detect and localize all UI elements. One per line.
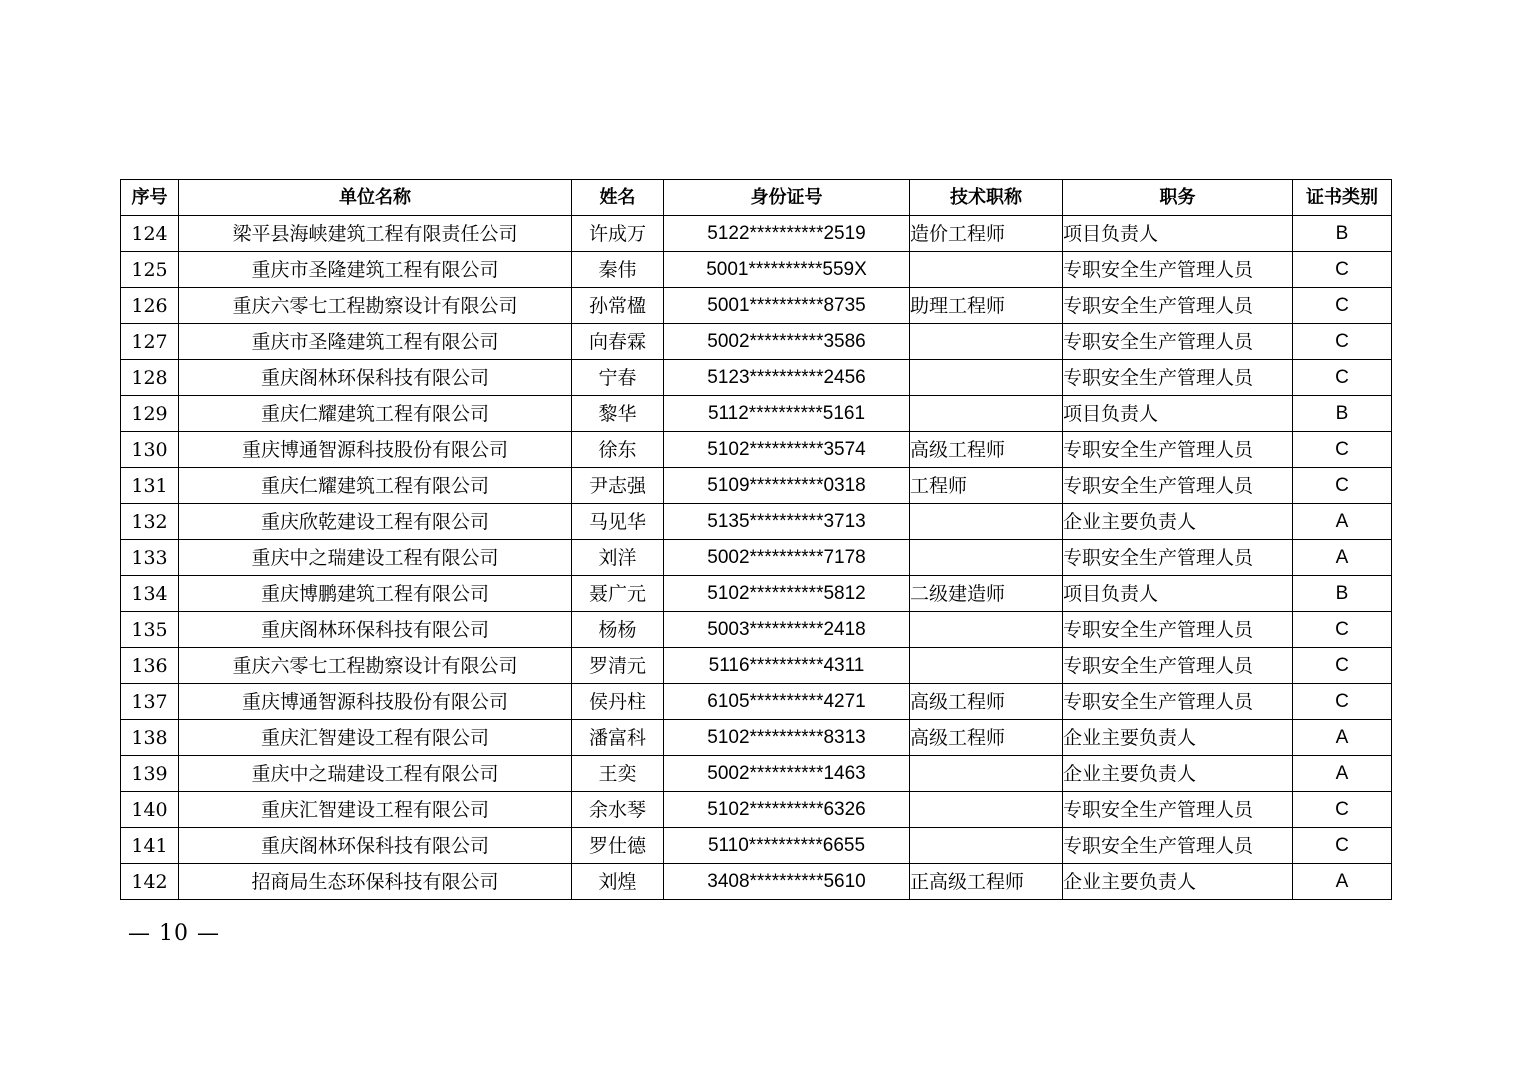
cell-person-name: 罗清元 xyxy=(572,648,664,684)
cell-position: 企业主要负责人 xyxy=(1063,864,1293,900)
cell-unit-name: 重庆六零七工程勘察设计有限公司 xyxy=(179,648,572,684)
table-body xyxy=(121,216,1392,900)
header-technical-title: 技术职称 xyxy=(910,180,1063,216)
cell-technical-title: 二级建造师 xyxy=(910,576,1063,612)
cell-person-name: 刘洋 xyxy=(572,540,664,576)
header-person-name: 姓名 xyxy=(572,180,664,216)
cell-serial-number: 141 xyxy=(121,828,179,864)
cell-position: 专职安全生产管理人员 xyxy=(1063,828,1293,864)
cell-serial-number: 125 xyxy=(121,252,179,288)
table-row xyxy=(121,360,1392,396)
cell-id-number: 5002**********7178 xyxy=(664,540,910,576)
cell-technical-title xyxy=(910,540,1063,576)
cell-technical-title xyxy=(910,396,1063,432)
cell-unit-name: 梁平县海峡建筑工程有限责任公司 xyxy=(179,216,572,252)
cell-unit-name: 重庆博通智源科技股份有限公司 xyxy=(179,432,572,468)
cell-position: 专职安全生产管理人员 xyxy=(1063,684,1293,720)
cell-person-name: 向春霖 xyxy=(572,324,664,360)
cell-certificate-type: C xyxy=(1293,360,1392,396)
table-row xyxy=(121,252,1392,288)
cell-technical-title: 助理工程师 xyxy=(910,288,1063,324)
cell-position: 专职安全生产管理人员 xyxy=(1063,360,1293,396)
cell-unit-name: 重庆市圣隆建筑工程有限公司 xyxy=(179,252,572,288)
cell-position: 专职安全生产管理人员 xyxy=(1063,252,1293,288)
cell-certificate-type: C xyxy=(1293,468,1392,504)
cell-unit-name: 重庆中之瑞建设工程有限公司 xyxy=(179,540,572,576)
cell-technical-title: 造价工程师 xyxy=(910,216,1063,252)
cell-id-number: 5102**********8313 xyxy=(664,720,910,756)
cell-certificate-type: C xyxy=(1293,288,1392,324)
personnel-table-container xyxy=(120,179,1391,900)
cell-technical-title xyxy=(910,360,1063,396)
cell-certificate-type: A xyxy=(1293,864,1392,900)
header-position: 职务 xyxy=(1063,180,1293,216)
cell-certificate-type: C xyxy=(1293,432,1392,468)
cell-unit-name: 重庆阁林环保科技有限公司 xyxy=(179,360,572,396)
cell-position: 专职安全生产管理人员 xyxy=(1063,540,1293,576)
header-id-number: 身份证号 xyxy=(664,180,910,216)
cell-serial-number: 140 xyxy=(121,792,179,828)
cell-person-name: 余水琴 xyxy=(572,792,664,828)
cell-person-name: 尹志强 xyxy=(572,468,664,504)
cell-certificate-type: A xyxy=(1293,720,1392,756)
cell-certificate-type: C xyxy=(1293,684,1392,720)
cell-id-number: 5112**********5161 xyxy=(664,396,910,432)
cell-person-name: 许成万 xyxy=(572,216,664,252)
cell-technical-title xyxy=(910,324,1063,360)
cell-certificate-type: A xyxy=(1293,504,1392,540)
cell-unit-name: 重庆中之瑞建设工程有限公司 xyxy=(179,756,572,792)
table-row xyxy=(121,648,1392,684)
table-row xyxy=(121,504,1392,540)
table-row xyxy=(121,720,1392,756)
cell-person-name: 杨杨 xyxy=(572,612,664,648)
cell-serial-number: 130 xyxy=(121,432,179,468)
personnel-table xyxy=(120,179,1392,900)
page-number: — 10 — xyxy=(128,921,220,946)
cell-id-number: 5116**********4311 xyxy=(664,648,910,684)
cell-unit-name: 重庆市圣隆建筑工程有限公司 xyxy=(179,324,572,360)
cell-id-number: 5001**********559X xyxy=(664,252,910,288)
table-row xyxy=(121,324,1392,360)
cell-certificate-type: C xyxy=(1293,828,1392,864)
cell-unit-name: 招商局生态环保科技有限公司 xyxy=(179,864,572,900)
cell-certificate-type: C xyxy=(1293,252,1392,288)
cell-id-number: 5110**********6655 xyxy=(664,828,910,864)
cell-position: 专职安全生产管理人员 xyxy=(1063,288,1293,324)
cell-person-name: 黎华 xyxy=(572,396,664,432)
cell-position: 项目负责人 xyxy=(1063,396,1293,432)
cell-id-number: 5109**********0318 xyxy=(664,468,910,504)
table-row xyxy=(121,288,1392,324)
cell-certificate-type: A xyxy=(1293,756,1392,792)
cell-id-number: 5102**********3574 xyxy=(664,432,910,468)
cell-unit-name: 重庆博鹏建筑工程有限公司 xyxy=(179,576,572,612)
cell-serial-number: 133 xyxy=(121,540,179,576)
cell-id-number: 5003**********2418 xyxy=(664,612,910,648)
cell-person-name: 罗仕德 xyxy=(572,828,664,864)
cell-serial-number: 132 xyxy=(121,504,179,540)
cell-serial-number: 139 xyxy=(121,756,179,792)
cell-id-number: 5102**********5812 xyxy=(664,576,910,612)
cell-position: 专职安全生产管理人员 xyxy=(1063,792,1293,828)
cell-position: 专职安全生产管理人员 xyxy=(1063,324,1293,360)
cell-certificate-type: A xyxy=(1293,540,1392,576)
table-row xyxy=(121,432,1392,468)
header-unit-name: 单位名称 xyxy=(179,180,572,216)
cell-id-number: 5001**********8735 xyxy=(664,288,910,324)
cell-certificate-type: C xyxy=(1293,612,1392,648)
table-row xyxy=(121,792,1392,828)
table-header-row xyxy=(121,180,1392,216)
cell-unit-name: 重庆阁林环保科技有限公司 xyxy=(179,828,572,864)
cell-technical-title: 正高级工程师 xyxy=(910,864,1063,900)
cell-technical-title xyxy=(910,252,1063,288)
cell-person-name: 侯丹柱 xyxy=(572,684,664,720)
table-row xyxy=(121,828,1392,864)
cell-serial-number: 129 xyxy=(121,396,179,432)
cell-unit-name: 重庆阁林环保科技有限公司 xyxy=(179,612,572,648)
cell-id-number: 5002**********1463 xyxy=(664,756,910,792)
cell-id-number: 5002**********3586 xyxy=(664,324,910,360)
cell-position: 企业主要负责人 xyxy=(1063,756,1293,792)
cell-technical-title: 高级工程师 xyxy=(910,684,1063,720)
cell-position: 专职安全生产管理人员 xyxy=(1063,612,1293,648)
cell-person-name: 孙常楹 xyxy=(572,288,664,324)
table-row xyxy=(121,684,1392,720)
cell-position: 专职安全生产管理人员 xyxy=(1063,432,1293,468)
table-row xyxy=(121,756,1392,792)
cell-person-name: 秦伟 xyxy=(572,252,664,288)
table-row xyxy=(121,216,1392,252)
cell-technical-title xyxy=(910,648,1063,684)
cell-unit-name: 重庆欣乾建设工程有限公司 xyxy=(179,504,572,540)
cell-serial-number: 134 xyxy=(121,576,179,612)
cell-serial-number: 124 xyxy=(121,216,179,252)
cell-technical-title xyxy=(910,756,1063,792)
cell-certificate-type: B xyxy=(1293,396,1392,432)
cell-person-name: 潘富科 xyxy=(572,720,664,756)
cell-serial-number: 126 xyxy=(121,288,179,324)
cell-id-number: 6105**********4271 xyxy=(664,684,910,720)
cell-serial-number: 131 xyxy=(121,468,179,504)
cell-id-number: 5102**********6326 xyxy=(664,792,910,828)
table-row xyxy=(121,396,1392,432)
cell-serial-number: 137 xyxy=(121,684,179,720)
cell-certificate-type: C xyxy=(1293,648,1392,684)
cell-technical-title xyxy=(910,828,1063,864)
header-certificate-type: 证书类别 xyxy=(1293,180,1392,216)
cell-id-number: 5122**********2519 xyxy=(664,216,910,252)
cell-person-name: 马见华 xyxy=(572,504,664,540)
cell-position: 企业主要负责人 xyxy=(1063,720,1293,756)
cell-unit-name: 重庆博通智源科技股份有限公司 xyxy=(179,684,572,720)
cell-position: 专职安全生产管理人员 xyxy=(1063,468,1293,504)
cell-unit-name: 重庆汇智建设工程有限公司 xyxy=(179,720,572,756)
cell-position: 专职安全生产管理人员 xyxy=(1063,648,1293,684)
cell-position: 企业主要负责人 xyxy=(1063,504,1293,540)
cell-unit-name: 重庆六零七工程勘察设计有限公司 xyxy=(179,288,572,324)
cell-technical-title: 工程师 xyxy=(910,468,1063,504)
cell-id-number: 5123**********2456 xyxy=(664,360,910,396)
cell-technical-title: 高级工程师 xyxy=(910,720,1063,756)
cell-person-name: 王奕 xyxy=(572,756,664,792)
cell-unit-name: 重庆汇智建设工程有限公司 xyxy=(179,792,572,828)
cell-technical-title: 高级工程师 xyxy=(910,432,1063,468)
cell-position: 项目负责人 xyxy=(1063,216,1293,252)
table-row xyxy=(121,864,1392,900)
cell-person-name: 徐东 xyxy=(572,432,664,468)
table-row xyxy=(121,576,1392,612)
cell-id-number: 3408**********5610 xyxy=(664,864,910,900)
cell-certificate-type: B xyxy=(1293,216,1392,252)
table-row xyxy=(121,612,1392,648)
cell-id-number: 5135**********3713 xyxy=(664,504,910,540)
cell-person-name: 宁春 xyxy=(572,360,664,396)
cell-serial-number: 138 xyxy=(121,720,179,756)
cell-serial-number: 136 xyxy=(121,648,179,684)
cell-unit-name: 重庆仁耀建筑工程有限公司 xyxy=(179,468,572,504)
cell-serial-number: 127 xyxy=(121,324,179,360)
cell-certificate-type: C xyxy=(1293,324,1392,360)
cell-technical-title xyxy=(910,612,1063,648)
cell-technical-title xyxy=(910,792,1063,828)
cell-serial-number: 135 xyxy=(121,612,179,648)
cell-position: 项目负责人 xyxy=(1063,576,1293,612)
cell-person-name: 刘煌 xyxy=(572,864,664,900)
cell-serial-number: 128 xyxy=(121,360,179,396)
cell-serial-number: 142 xyxy=(121,864,179,900)
cell-certificate-type: B xyxy=(1293,576,1392,612)
table-row xyxy=(121,540,1392,576)
header-serial-number: 序号 xyxy=(121,180,179,216)
cell-unit-name: 重庆仁耀建筑工程有限公司 xyxy=(179,396,572,432)
cell-technical-title xyxy=(910,504,1063,540)
cell-certificate-type: C xyxy=(1293,792,1392,828)
cell-person-name: 聂广元 xyxy=(572,576,664,612)
table-row xyxy=(121,468,1392,504)
